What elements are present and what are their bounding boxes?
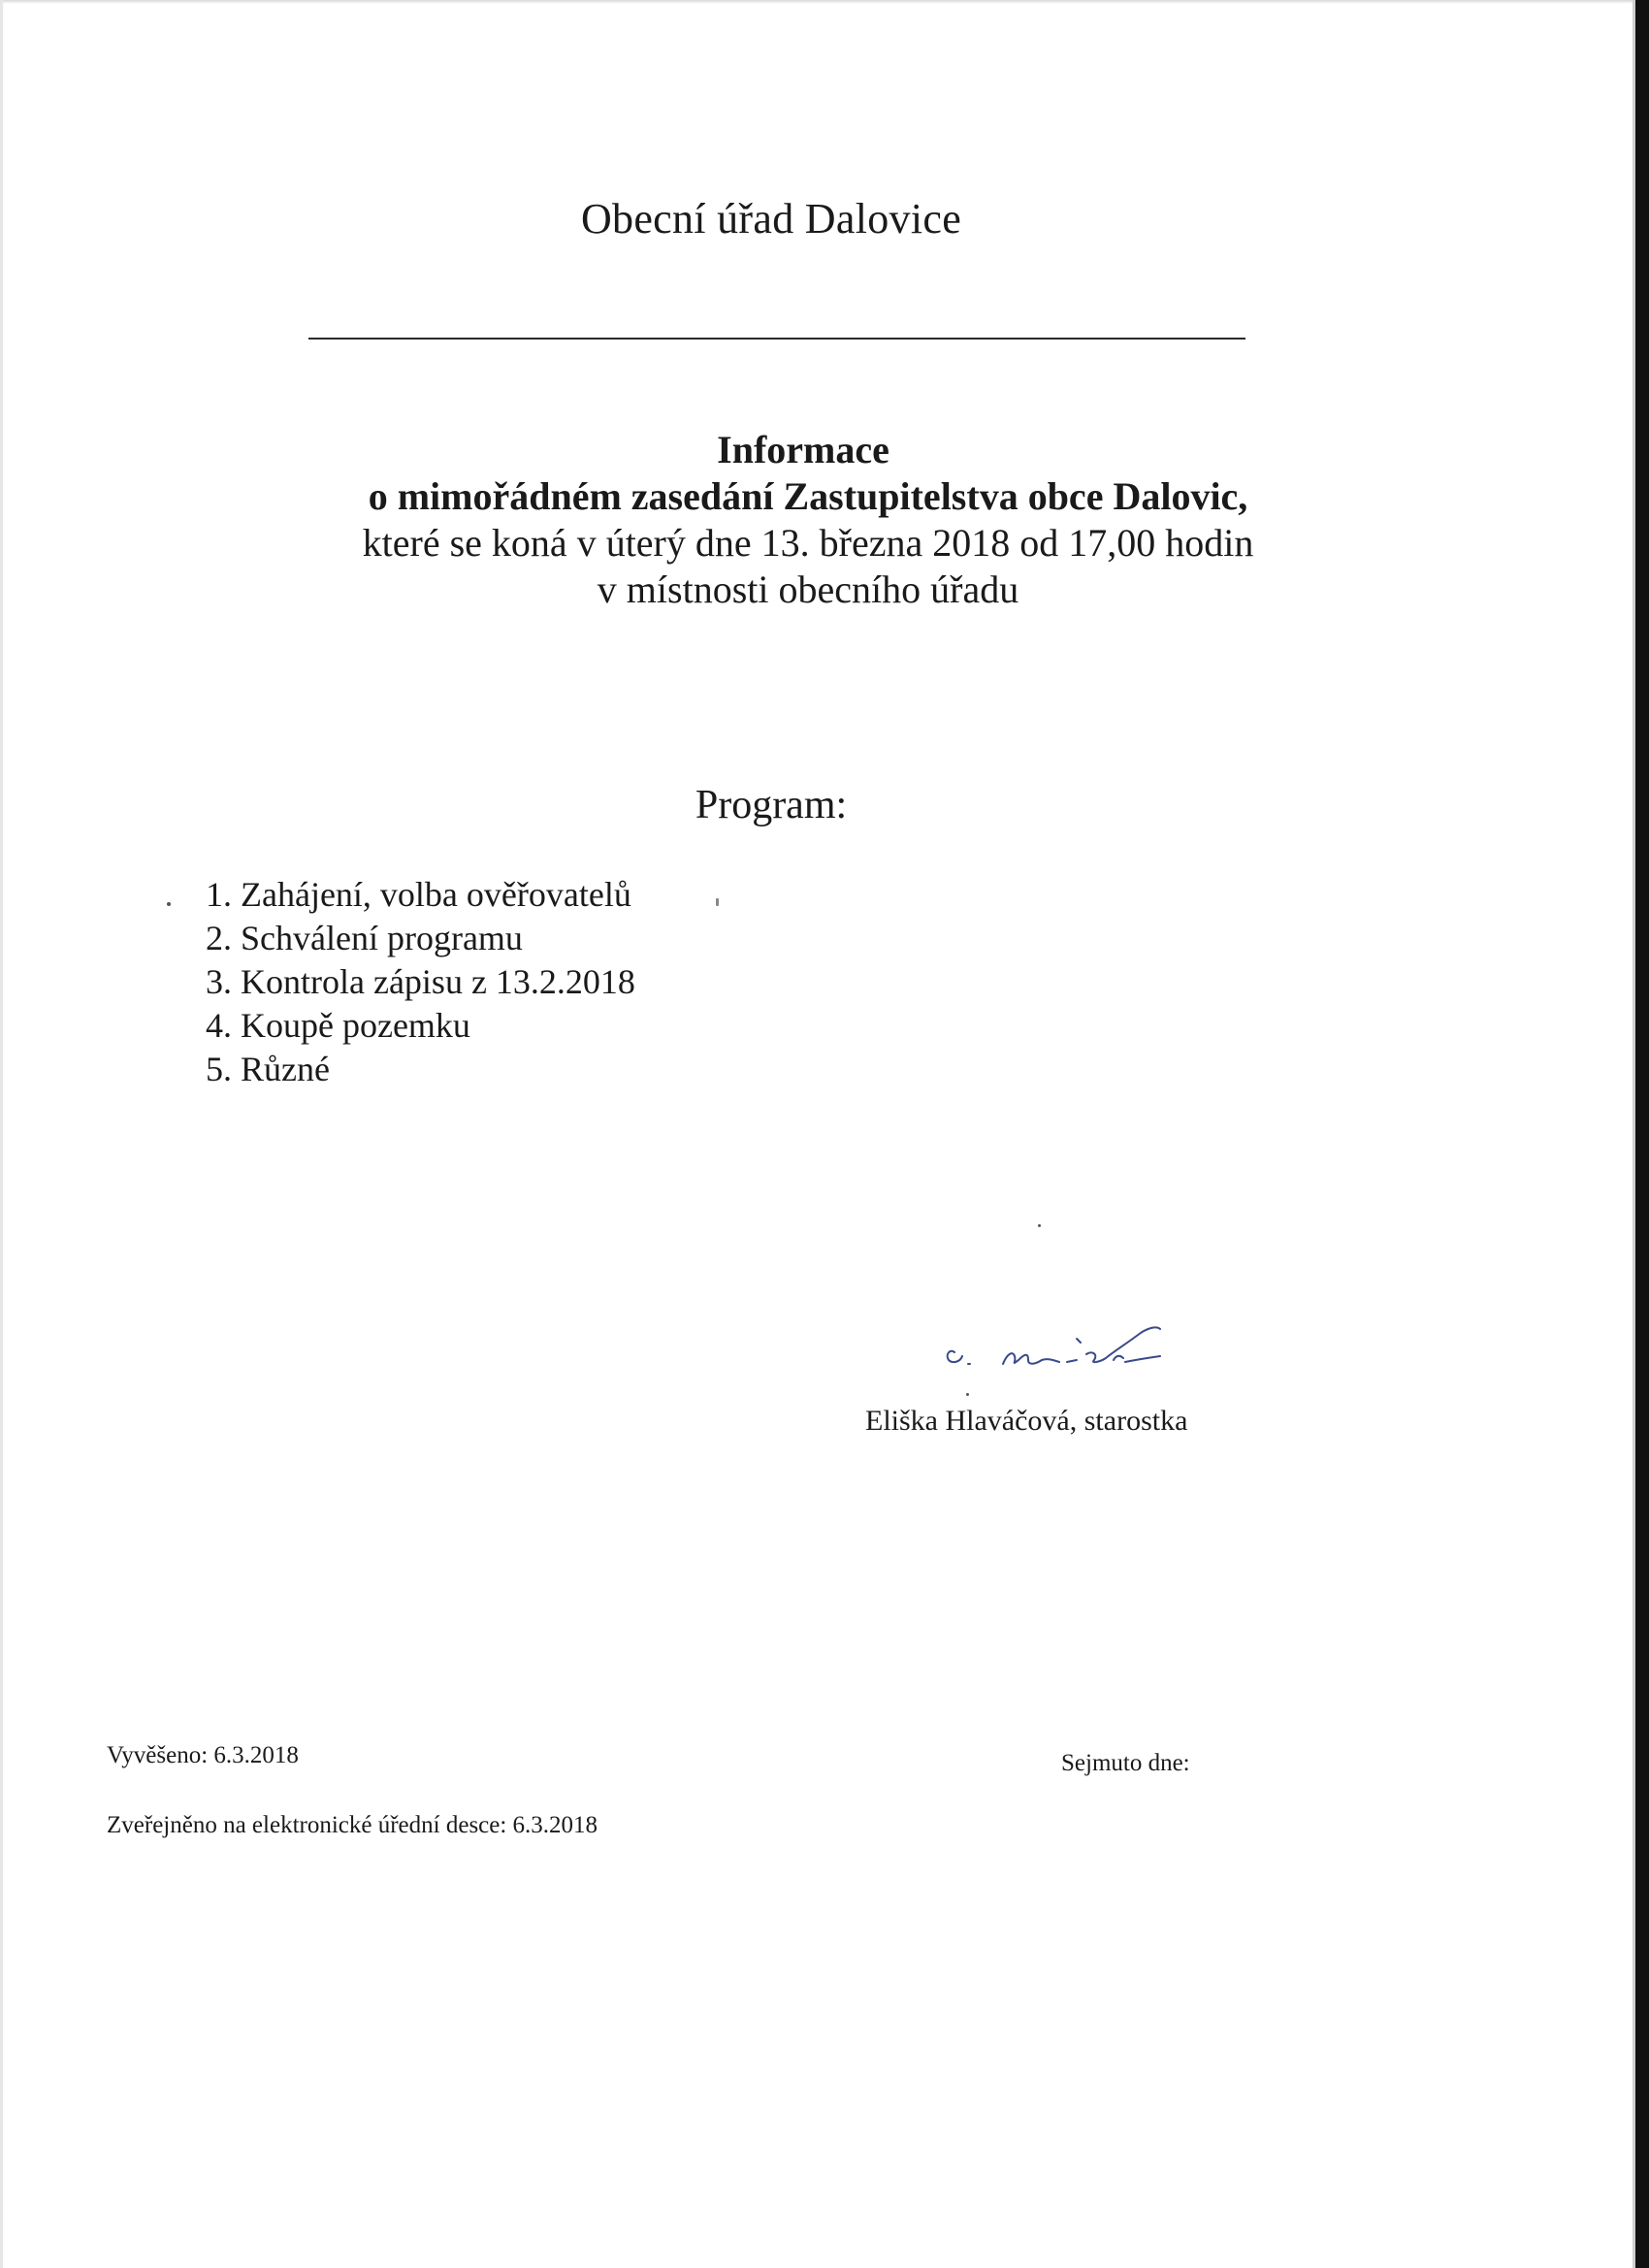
agenda-item: 3. Kontrola zápisu z 13.2.2018 <box>206 962 635 1001</box>
signature-image <box>931 1315 1242 1383</box>
notice-subheading: o mimořádném zasedání Zastupitelstva obce Dalovic, <box>368 474 1248 518</box>
header-divider <box>308 338 1245 340</box>
office-title: Obecní úřad Dalovice <box>580 195 962 243</box>
notice-heading: Informace <box>717 428 889 471</box>
agenda-list <box>206 873 635 1091</box>
scan-edge-top <box>0 0 1635 4</box>
notice-when: které se koná v úterý dne 13. března 2018 od 17,00 hodin <box>362 521 1254 565</box>
agenda-item: 4. Koupě pozemku <box>206 1006 470 1045</box>
scan-speck <box>1038 1224 1041 1227</box>
agenda-item: 5. Různé <box>206 1050 330 1088</box>
agenda-item: 2. Schválení programu <box>206 919 523 957</box>
published-online-date: Zveřejněno na elektronické úřední desce: 6.3.2018 <box>107 1812 598 1838</box>
notice-block <box>0 427 1616 613</box>
scan-speck <box>716 898 719 906</box>
notice-where: v místnosti obecního úřadu <box>597 567 1019 611</box>
posted-date: Vyvěšeno: 6.3.2018 <box>107 1742 299 1768</box>
scan-speck <box>966 1393 969 1396</box>
scan-edge-left <box>0 0 3 2268</box>
scan-speck <box>167 902 171 906</box>
agenda-item: 1. Zahájení, volba ověřovatelů <box>206 875 631 914</box>
signer-name-title: Eliška Hlaváčová, starostka <box>865 1405 1188 1437</box>
program-heading: Program: <box>695 783 848 827</box>
removed-date: Sejmuto dne: <box>1061 1750 1190 1776</box>
scan-edge-right <box>1635 0 1649 2268</box>
